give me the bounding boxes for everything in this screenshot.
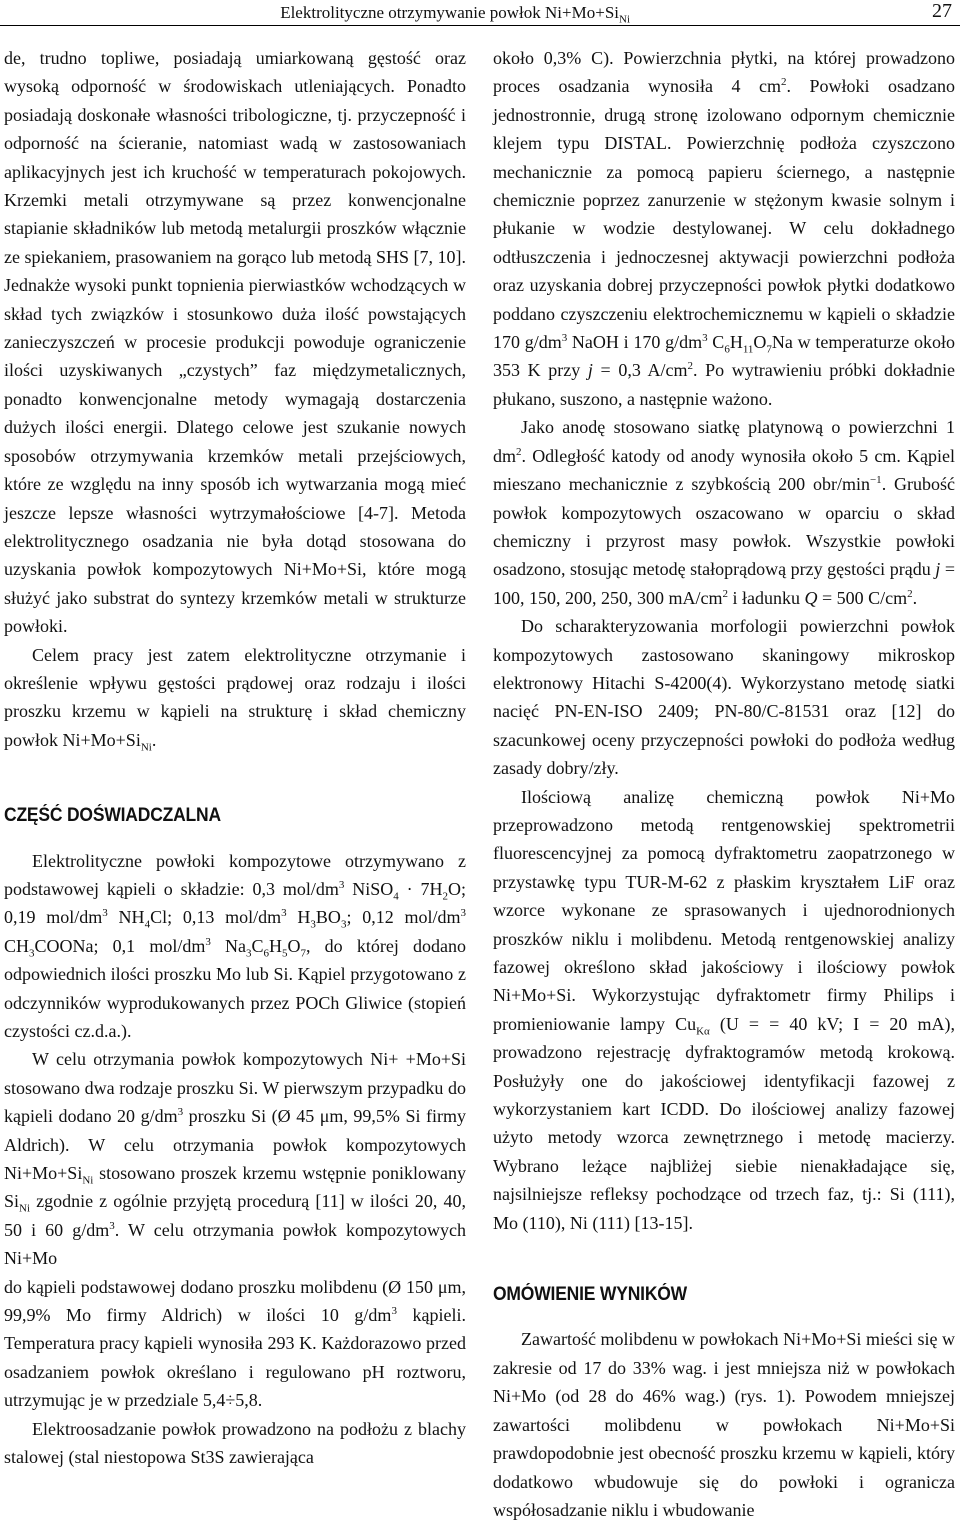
section-heading: CZĘŚĆ DOŚWIADCZALNA bbox=[4, 805, 221, 827]
header-rule bbox=[0, 25, 960, 26]
running-title: Elektrolityczne otrzymywanie powłok $Ni+Mo+Si_{Ni}$ bbox=[280, 3, 630, 26]
paragraph: do kąpieli podstawowej dodano proszku molibdenu (Ø 150 μm, 99,9% Mo firmy Aldrich) w ilości 10 $g/dm^3$ kąpieli. Temperatura pracy kąpieli wynosiła 293 K. Każdorazowo przed osadzaniem powłok określano i regulowano pH roztworu, utrzymując je w przedziale 5,4÷5,8. bbox=[4, 1276, 466, 1411]
paragraph: około 0,3% C). Powierzchnia płytki, na której prowadzono proces osadzania wynosiła 4 $cm^2$. Powłoki osadzano jednostronnie, drugą stronę izolowano odpornym chemicznie klejem typu DISTAL. Powierzchnię podłoża czyszczono mechanicznie za pomocą papieru ściernego, a następnie chemicznie poprzez zanurzenie w stężonym kwasie solnym i płukanie w wodzie destylowanej. W celu dokładnego odtłuszczenia i jednoczesnej aktywacji powierzchni podłoża oraz uzyskania dobrej przyczepności powłok płytki dodatkowo poddano czyszczeniu elektrochemicznemu w kąpieli o składzie 170 $g/dm^3$ NaOH i 170 $g/dm^3$ $C_6H_{11}O_7Na$ w temperaturze około 353 K przy j = 0,3 $A/cm^2$. Po wytrawieniu próbki dokładnie płukano, suszono, a następnie ważono. bbox=[493, 48, 955, 409]
paragraph: Do scharakteryzowania morfologii powierzchni powłok kompozytowych zastosowano skaningowy mikroskop elektronowy Hitachi S-4200(4). Wykorzystano metodę siatki nacięć PN-EN-ISO 2409; PN-80/C-81531 oraz [12] do szacunkowej oceny przyczepności powłoki do podłoża według zasady dobry/zły. bbox=[493, 616, 955, 779]
section-heading: OMÓWIENIE WYNIKÓW bbox=[493, 1284, 688, 1306]
paragraph: Celem pracy jest zatem elektrolityczne otrzymanie i określenie wpływu gęstości prądowej oraz rodzaju i ilości proszku krzemu w kąpieli na strukturę i skład chemiczny powłok $Ni+Mo+Si_{Ni}$. bbox=[4, 644, 466, 754]
paragraph: Zawartość molibdenu w powłokach Ni+Mo+Si mieści się w zakresie od 17 do 33% wag. i jest mniejsza niż w powłokach Ni+Mo (od 28 do 46% wag.) (rys. 1). Powodem mniejszej zawartości molibdenu w powłokach Ni+Mo+Si prawdopodobnie jest obecność proszku krzemu w kąpieli, który dodatkowo wbudowuje się do powłoki i ogranicza współosadzanie niklu i wbudowanie bbox=[493, 1329, 955, 1520]
paragraph: Elektroosadzanie powłok prowadzono na podłożu z blachy stalowej (stal niestopowa St3S zawierająca bbox=[4, 1418, 466, 1468]
paragraph: W celu otrzymania powłok kompozytowych Ni+ +Mo+Si stosowano dwa rodzaje proszku Si. W pierwszym przypadku do kąpieli dodano 20 $g/dm^3$ proszku Si (Ø 45 μm, 99,5% Si firmy Aldrich). W celu otrzymania powłok kompozytowych $Ni+Mo+Si_{Ni}$ stosowano proszek krzemu wstępnie poniklowany $Si_{Ni}$ zgodnie z ogólnie przyjętą procedurą [11] w ilości 20, 40, 50 i 60 $g/dm^3$. W celu otrzymania powłok kompozytowych Ni+Mo bbox=[4, 1049, 466, 1269]
paragraph: Jako anodę stosowano siatkę platynową o powierzchni 1 $dm^2$. Odległość katody od anody wynosiła około 5 cm. Kąpiel mieszano mechanicznie z szybkością 200 obr/$\min^{-1}$. Grubość powłok kompozytowych oszacowano w oparciu o skład chemiczny i przyrost masy powłok. Wszystkie powłoki osadzono, stosując metodę stałoprądową przy gęstości prądu j = 100, 150, 200, 250, 300 $mA/cm^2$ i ładunku Q = 500 $C/cm^2$. bbox=[493, 417, 955, 608]
paragraph: Ilościową analizę chemiczną powłok Ni+Mo przeprowadzono metodą rentgenowskiej spektrometrii fluorescencyjnej za pomocą dyfraktometru zaopatrzonego w przystawkę typu TUR-M-62 z płaskim kryształem LiF oraz wzorce wykonane ze sprasowanych i ujednorodnionych proszków niklu i molibdenu. Metodą rentgenowskiej analizy fazowej określono skład jakościowy i ilościowy powłok Ni+Mo+Si. Wykorzystując dyfraktometr firmy Philips i promieniowanie lampy $Cu_{K\alpha}$ (U = = 40 kV; I = 20 mA), prowadzono rejestrację dyfraktogramów metodą krokową. Posłużyły one do jakościowej identyfikacji fazowej z wykorzystaniem kart ICDD. Do ilościowej analizy fazowej użyto metody wzorca zewnętrznego i metodę macierzy. Wybrano leżące najbliżej siebie nienakładające się, najsilniejsze refleksy pochodzące od trzech faz, tj.: Si (111), Mo (110), Ni (111) [13-15]. bbox=[493, 786, 955, 1233]
left-column bbox=[4, 44, 466, 1472]
page-number: 27 bbox=[932, 0, 952, 22]
running-header bbox=[0, 0, 960, 26]
right-column bbox=[493, 44, 955, 1524]
paragraph: Elektrolityczne powłoki kompozytowe otrzymywano z podstawowej kąpieli o składzie: 0,3 mol/$dm^3$ NiSO$_4$ · $7H_2O$; 0,19 mol/$dm^3$ $NH_4Cl$; 0,13 mol/$dm^3$ $H_3BO_3$; 0,12 mol/$dm^3$ $CH_3COONa$; 0,1 mol/$dm^3$ $Na_3C_6H_5O_7$, do której dodano odpowiednich ilości proszku Mo lub Si. Kąpiel przygotowano z odczynników wyprodukowanych przez POCh Gliwice (stopień czystości cz.d.a.). bbox=[4, 850, 466, 1041]
paragraph: de, trudno topliwe, posiadają umiarkowaną gęstość oraz wysoką odporność w środowiskach utleniających. Ponadto posiadają doskonałe własności tribologiczne, tj. przyczepność i odporność na ścieranie, natomiast wadą w zastosowaniach aplikacyjnych jest ich kruchość w temperaturach pokojowych. Krzemki metali otrzymywane są przez konwencjonalne stapianie składników lub metodą metalurgii proszków włącznie ze spiekaniem, prasowaniem na gorąco lub metodą SHS [7, 10]. Jednakże wysoki punkt topnienia pierwiastków wchodzących w skład tych związków i stosunkowo duża ilość powstających zanieczyszczeń w procesie produkcji powoduje ograniczenie ilości uzyskiwanych „czystych” faz międzymetalicznych, ponadto konwencjonalne metody wymagają dostarczenia dużych ilości energii. Dlatego celowe jest szukanie nowych sposobów otrzymywania krzemków metali przejściowych, które ze względu na inny sposób ich wytwarzania mogą mieć jeszcze lepsze własności wytrzymałościowe [4-7]. Metoda elektrolitycznego osadzania nie była dotąd stosowana do uzyskania powłok kompozytowych Ni+Mo+Si, które mogą służyć jako substrat do syntezy krzemków metali w strukturze powłoki. bbox=[4, 48, 466, 637]
